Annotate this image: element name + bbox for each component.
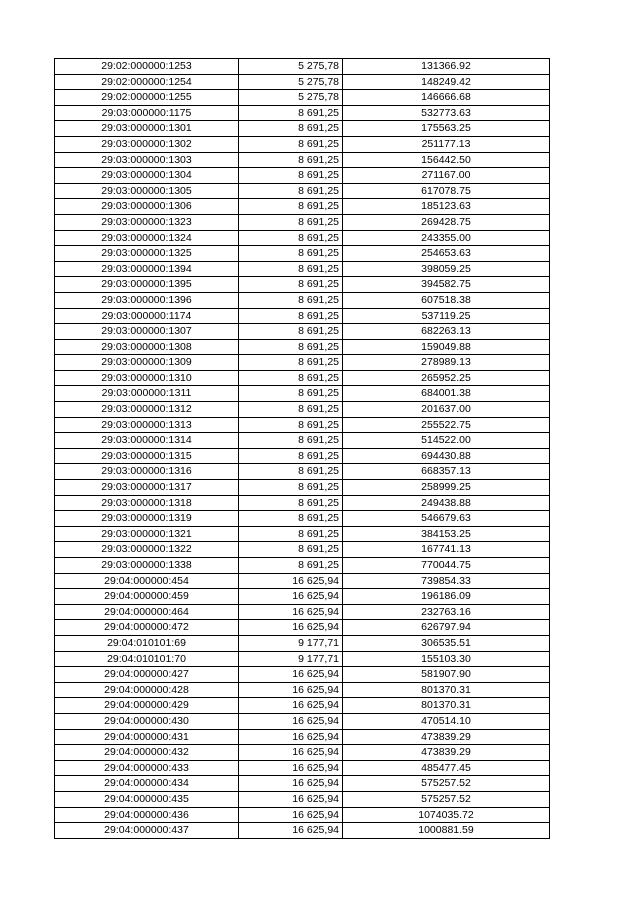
- cadastral-number-cell: 29:04:010101:70: [55, 651, 239, 667]
- rate-cell: 8 691,25: [239, 246, 343, 262]
- table-row: [55, 417, 550, 433]
- table-row: [55, 308, 550, 324]
- table-row: [55, 261, 550, 277]
- rate-cell: 8 691,25: [239, 370, 343, 386]
- cadastral-number-cell: 29:04:000000:430: [55, 713, 239, 729]
- cadastral-value-cell: 473839.29: [343, 745, 550, 761]
- cadastral-number-cell: 29:03:000000:1319: [55, 511, 239, 527]
- cadastral-value-cell: 131366.92: [343, 59, 550, 75]
- table-row: [55, 729, 550, 745]
- cadastral-value-cell: 155103.30: [343, 651, 550, 667]
- cadastral-value-cell: 607518.38: [343, 292, 550, 308]
- cadastral-number-cell: 29:03:000000:1324: [55, 230, 239, 246]
- table-row: [55, 495, 550, 511]
- table-row: [55, 745, 550, 761]
- table-row: [55, 386, 550, 402]
- rate-cell: 8 691,25: [239, 433, 343, 449]
- cadastral-number-cell: 29:03:000000:1321: [55, 526, 239, 542]
- rate-cell: 8 691,25: [239, 417, 343, 433]
- table-row: [55, 682, 550, 698]
- cadastral-number-cell: 29:03:000000:1338: [55, 558, 239, 574]
- table-row: [55, 791, 550, 807]
- cadastral-number-cell: 29:03:000000:1313: [55, 417, 239, 433]
- cadastral-number-cell: 29:03:000000:1306: [55, 199, 239, 215]
- cadastral-value-cell: 258999.25: [343, 480, 550, 496]
- rate-cell: 16 625,94: [239, 823, 343, 839]
- table-row: [55, 370, 550, 386]
- cadastral-value-cell: 255522.75: [343, 417, 550, 433]
- cadastral-number-cell: 29:04:000000:472: [55, 620, 239, 636]
- cadastral-number-cell: 29:02:000000:1254: [55, 74, 239, 90]
- rate-cell: 16 625,94: [239, 620, 343, 636]
- cadastral-number-cell: 29:04:000000:434: [55, 776, 239, 792]
- rate-cell: 16 625,94: [239, 745, 343, 761]
- rate-cell: 16 625,94: [239, 573, 343, 589]
- rate-cell: 8 691,25: [239, 324, 343, 340]
- cadastral-value-cell: 243355.00: [343, 230, 550, 246]
- cadastral-number-cell: 29:04:000000:459: [55, 589, 239, 605]
- cadastral-value-cell: 185123.63: [343, 199, 550, 215]
- cadastral-value-cell: 801370.31: [343, 698, 550, 714]
- cadastral-number-cell: 29:03:000000:1309: [55, 355, 239, 371]
- table-row: [55, 526, 550, 542]
- table-row: [55, 667, 550, 683]
- rate-cell: 8 691,25: [239, 511, 343, 527]
- cadastral-number-cell: 29:04:000000:435: [55, 791, 239, 807]
- table-row: [55, 433, 550, 449]
- rate-cell: 8 691,25: [239, 355, 343, 371]
- cadastral-value-cell: 251177.13: [343, 136, 550, 152]
- cadastral-value-cell: 514522.00: [343, 433, 550, 449]
- cadastral-number-cell: 29:04:000000:464: [55, 604, 239, 620]
- rate-cell: 5 275,78: [239, 59, 343, 75]
- table-row: [55, 246, 550, 262]
- cadastral-number-cell: 29:02:000000:1255: [55, 90, 239, 106]
- cadastral-number-cell: 29:03:000000:1314: [55, 433, 239, 449]
- cadastral-number-cell: 29:03:000000:1310: [55, 370, 239, 386]
- cadastral-value-cell: 617078.75: [343, 183, 550, 199]
- rate-cell: 8 691,25: [239, 386, 343, 402]
- table-row: [55, 620, 550, 636]
- rate-cell: 8 691,25: [239, 277, 343, 293]
- rate-cell: 8 691,25: [239, 464, 343, 480]
- cadastral-number-cell: 29:03:000000:1301: [55, 121, 239, 137]
- rate-cell: 16 625,94: [239, 729, 343, 745]
- table-row: [55, 760, 550, 776]
- cadastral-value-cell: 801370.31: [343, 682, 550, 698]
- cadastral-number-cell: 29:03:000000:1396: [55, 292, 239, 308]
- cadastral-value-cell: 575257.52: [343, 791, 550, 807]
- table-row: [55, 807, 550, 823]
- rate-cell: 16 625,94: [239, 682, 343, 698]
- cadastral-number-cell: 29:03:000000:1303: [55, 152, 239, 168]
- table-row: [55, 558, 550, 574]
- cadastral-number-cell: 29:03:000000:1312: [55, 402, 239, 418]
- table-row: [55, 635, 550, 651]
- cadastral-number-cell: 29:03:000000:1317: [55, 480, 239, 496]
- table-row: [55, 480, 550, 496]
- rate-cell: 16 625,94: [239, 698, 343, 714]
- table-row: [55, 713, 550, 729]
- cadastral-number-cell: 29:03:000000:1325: [55, 246, 239, 262]
- cadastral-value-cell: 1074035.72: [343, 807, 550, 823]
- cadastral-number-cell: 29:04:000000:433: [55, 760, 239, 776]
- table-row: [55, 339, 550, 355]
- rate-cell: 8 691,25: [239, 261, 343, 277]
- cadastral-number-cell: 29:03:000000:1395: [55, 277, 239, 293]
- rate-cell: 8 691,25: [239, 495, 343, 511]
- cadastral-number-cell: 29:04:010101:69: [55, 635, 239, 651]
- rate-cell: 8 691,25: [239, 121, 343, 137]
- rate-cell: 16 625,94: [239, 807, 343, 823]
- rate-cell: 9 177,71: [239, 635, 343, 651]
- cadastral-value-cell: 167741.13: [343, 542, 550, 558]
- cadastral-value-cell: 265952.25: [343, 370, 550, 386]
- cadastral-value-cell: 575257.52: [343, 776, 550, 792]
- cadastral-number-cell: 29:03:000000:1307: [55, 324, 239, 340]
- cadastral-value-cell: 1000881.59: [343, 823, 550, 839]
- cadastral-number-cell: 29:03:000000:1323: [55, 214, 239, 230]
- table-row: [55, 230, 550, 246]
- table-row: [55, 183, 550, 199]
- cadastral-number-cell: 29:03:000000:1304: [55, 168, 239, 184]
- table-row: [55, 59, 550, 75]
- cadastral-value-cell: 398059.25: [343, 261, 550, 277]
- rate-cell: 5 275,78: [239, 90, 343, 106]
- rate-cell: 9 177,71: [239, 651, 343, 667]
- cadastral-value-cell: 196186.09: [343, 589, 550, 605]
- table-row: [55, 355, 550, 371]
- cadastral-value-cell: 626797.94: [343, 620, 550, 636]
- rate-cell: 16 625,94: [239, 776, 343, 792]
- cadastral-value-cell: 470514.10: [343, 713, 550, 729]
- table-row: [55, 402, 550, 418]
- cadastral-value-cell: 384153.25: [343, 526, 550, 542]
- cadastral-value-cell: 156442.50: [343, 152, 550, 168]
- cadastral-number-cell: 29:03:000000:1316: [55, 464, 239, 480]
- cadastral-value-cell: 271167.00: [343, 168, 550, 184]
- rate-cell: 8 691,25: [239, 402, 343, 418]
- table-row: [55, 573, 550, 589]
- cadastral-value-cell: 201637.00: [343, 402, 550, 418]
- rate-cell: 8 691,25: [239, 230, 343, 246]
- cadastral-value-cell: 473839.29: [343, 729, 550, 745]
- cadastral-value-cell: 306535.51: [343, 635, 550, 651]
- table-row: [55, 698, 550, 714]
- rate-cell: 8 691,25: [239, 214, 343, 230]
- table-row: [55, 152, 550, 168]
- cadastral-value-table: [54, 58, 550, 839]
- cadastral-value-cell: 278989.13: [343, 355, 550, 371]
- rate-cell: 16 625,94: [239, 713, 343, 729]
- rate-cell: 16 625,94: [239, 604, 343, 620]
- cadastral-number-cell: 29:03:000000:1305: [55, 183, 239, 199]
- table-row: [55, 511, 550, 527]
- table-row: [55, 136, 550, 152]
- cadastral-value-cell: 668357.13: [343, 464, 550, 480]
- rate-cell: 16 625,94: [239, 667, 343, 683]
- table-row: [55, 168, 550, 184]
- cadastral-value-cell: 770044.75: [343, 558, 550, 574]
- rate-cell: 8 691,25: [239, 105, 343, 121]
- rate-cell: 8 691,25: [239, 168, 343, 184]
- cadastral-number-cell: 29:03:000000:1302: [55, 136, 239, 152]
- cadastral-value-cell: 254653.63: [343, 246, 550, 262]
- rate-cell: 16 625,94: [239, 589, 343, 605]
- cadastral-number-cell: 29:03:000000:1394: [55, 261, 239, 277]
- cadastral-value-cell: 159049.88: [343, 339, 550, 355]
- cadastral-number-cell: 29:04:000000:431: [55, 729, 239, 745]
- table-row: [55, 199, 550, 215]
- table-row: [55, 292, 550, 308]
- cadastral-number-cell: 29:03:000000:1308: [55, 339, 239, 355]
- table-row: [55, 464, 550, 480]
- cadastral-value-cell: 537119.25: [343, 308, 550, 324]
- table-row: [55, 589, 550, 605]
- table-row: [55, 277, 550, 293]
- rate-cell: 8 691,25: [239, 292, 343, 308]
- rate-cell: 8 691,25: [239, 448, 343, 464]
- cadastral-number-cell: 29:04:000000:437: [55, 823, 239, 839]
- table-row: [55, 105, 550, 121]
- cadastral-value-cell: 546679.63: [343, 511, 550, 527]
- table-row: [55, 776, 550, 792]
- rate-cell: 5 275,78: [239, 74, 343, 90]
- rate-cell: 8 691,25: [239, 199, 343, 215]
- cadastral-number-cell: 29:04:000000:454: [55, 573, 239, 589]
- cadastral-number-cell: 29:03:000000:1318: [55, 495, 239, 511]
- cadastral-value-cell: 249438.88: [343, 495, 550, 511]
- rate-cell: 8 691,25: [239, 480, 343, 496]
- rate-cell: 8 691,25: [239, 308, 343, 324]
- cadastral-number-cell: 29:03:000000:1175: [55, 105, 239, 121]
- rate-cell: 8 691,25: [239, 542, 343, 558]
- cadastral-value-cell: 581907.90: [343, 667, 550, 683]
- cadastral-number-cell: 29:03:000000:1315: [55, 448, 239, 464]
- cadastral-number-cell: 29:03:000000:1174: [55, 308, 239, 324]
- table-row: [55, 324, 550, 340]
- cadastral-number-cell: 29:04:000000:427: [55, 667, 239, 683]
- cadastral-number-cell: 29:03:000000:1311: [55, 386, 239, 402]
- rate-cell: 8 691,25: [239, 558, 343, 574]
- cadastral-value-cell: 232763.16: [343, 604, 550, 620]
- cadastral-value-cell: 394582.75: [343, 277, 550, 293]
- table-row: [55, 74, 550, 90]
- table-row: [55, 651, 550, 667]
- cadastral-value-cell: 532773.63: [343, 105, 550, 121]
- rate-cell: 16 625,94: [239, 791, 343, 807]
- cadastral-value-cell: 148249.42: [343, 74, 550, 90]
- cadastral-number-cell: 29:04:000000:428: [55, 682, 239, 698]
- cadastral-value-cell: 485477.45: [343, 760, 550, 776]
- table-row: [55, 604, 550, 620]
- cadastral-number-cell: 29:04:000000:432: [55, 745, 239, 761]
- table-row: [55, 214, 550, 230]
- rate-cell: 8 691,25: [239, 136, 343, 152]
- cadastral-number-cell: 29:04:000000:429: [55, 698, 239, 714]
- rate-cell: 16 625,94: [239, 760, 343, 776]
- cadastral-value-cell: 739854.33: [343, 573, 550, 589]
- rate-cell: 8 691,25: [239, 183, 343, 199]
- rate-cell: 8 691,25: [239, 526, 343, 542]
- cadastral-number-cell: 29:04:000000:436: [55, 807, 239, 823]
- cadastral-number-cell: 29:03:000000:1322: [55, 542, 239, 558]
- table-body: [55, 59, 550, 839]
- cadastral-value-cell: 175563.25: [343, 121, 550, 137]
- table-row: [55, 121, 550, 137]
- cadastral-value-cell: 146666.68: [343, 90, 550, 106]
- cadastral-value-cell: 682263.13: [343, 324, 550, 340]
- cadastral-value-cell: 694430.88: [343, 448, 550, 464]
- cadastral-value-cell: 269428.75: [343, 214, 550, 230]
- table-row: [55, 90, 550, 106]
- table-row: [55, 823, 550, 839]
- table-row: [55, 448, 550, 464]
- cadastral-value-cell: 684001.38: [343, 386, 550, 402]
- table-row: [55, 542, 550, 558]
- cadastral-number-cell: 29:02:000000:1253: [55, 59, 239, 75]
- rate-cell: 8 691,25: [239, 152, 343, 168]
- rate-cell: 8 691,25: [239, 339, 343, 355]
